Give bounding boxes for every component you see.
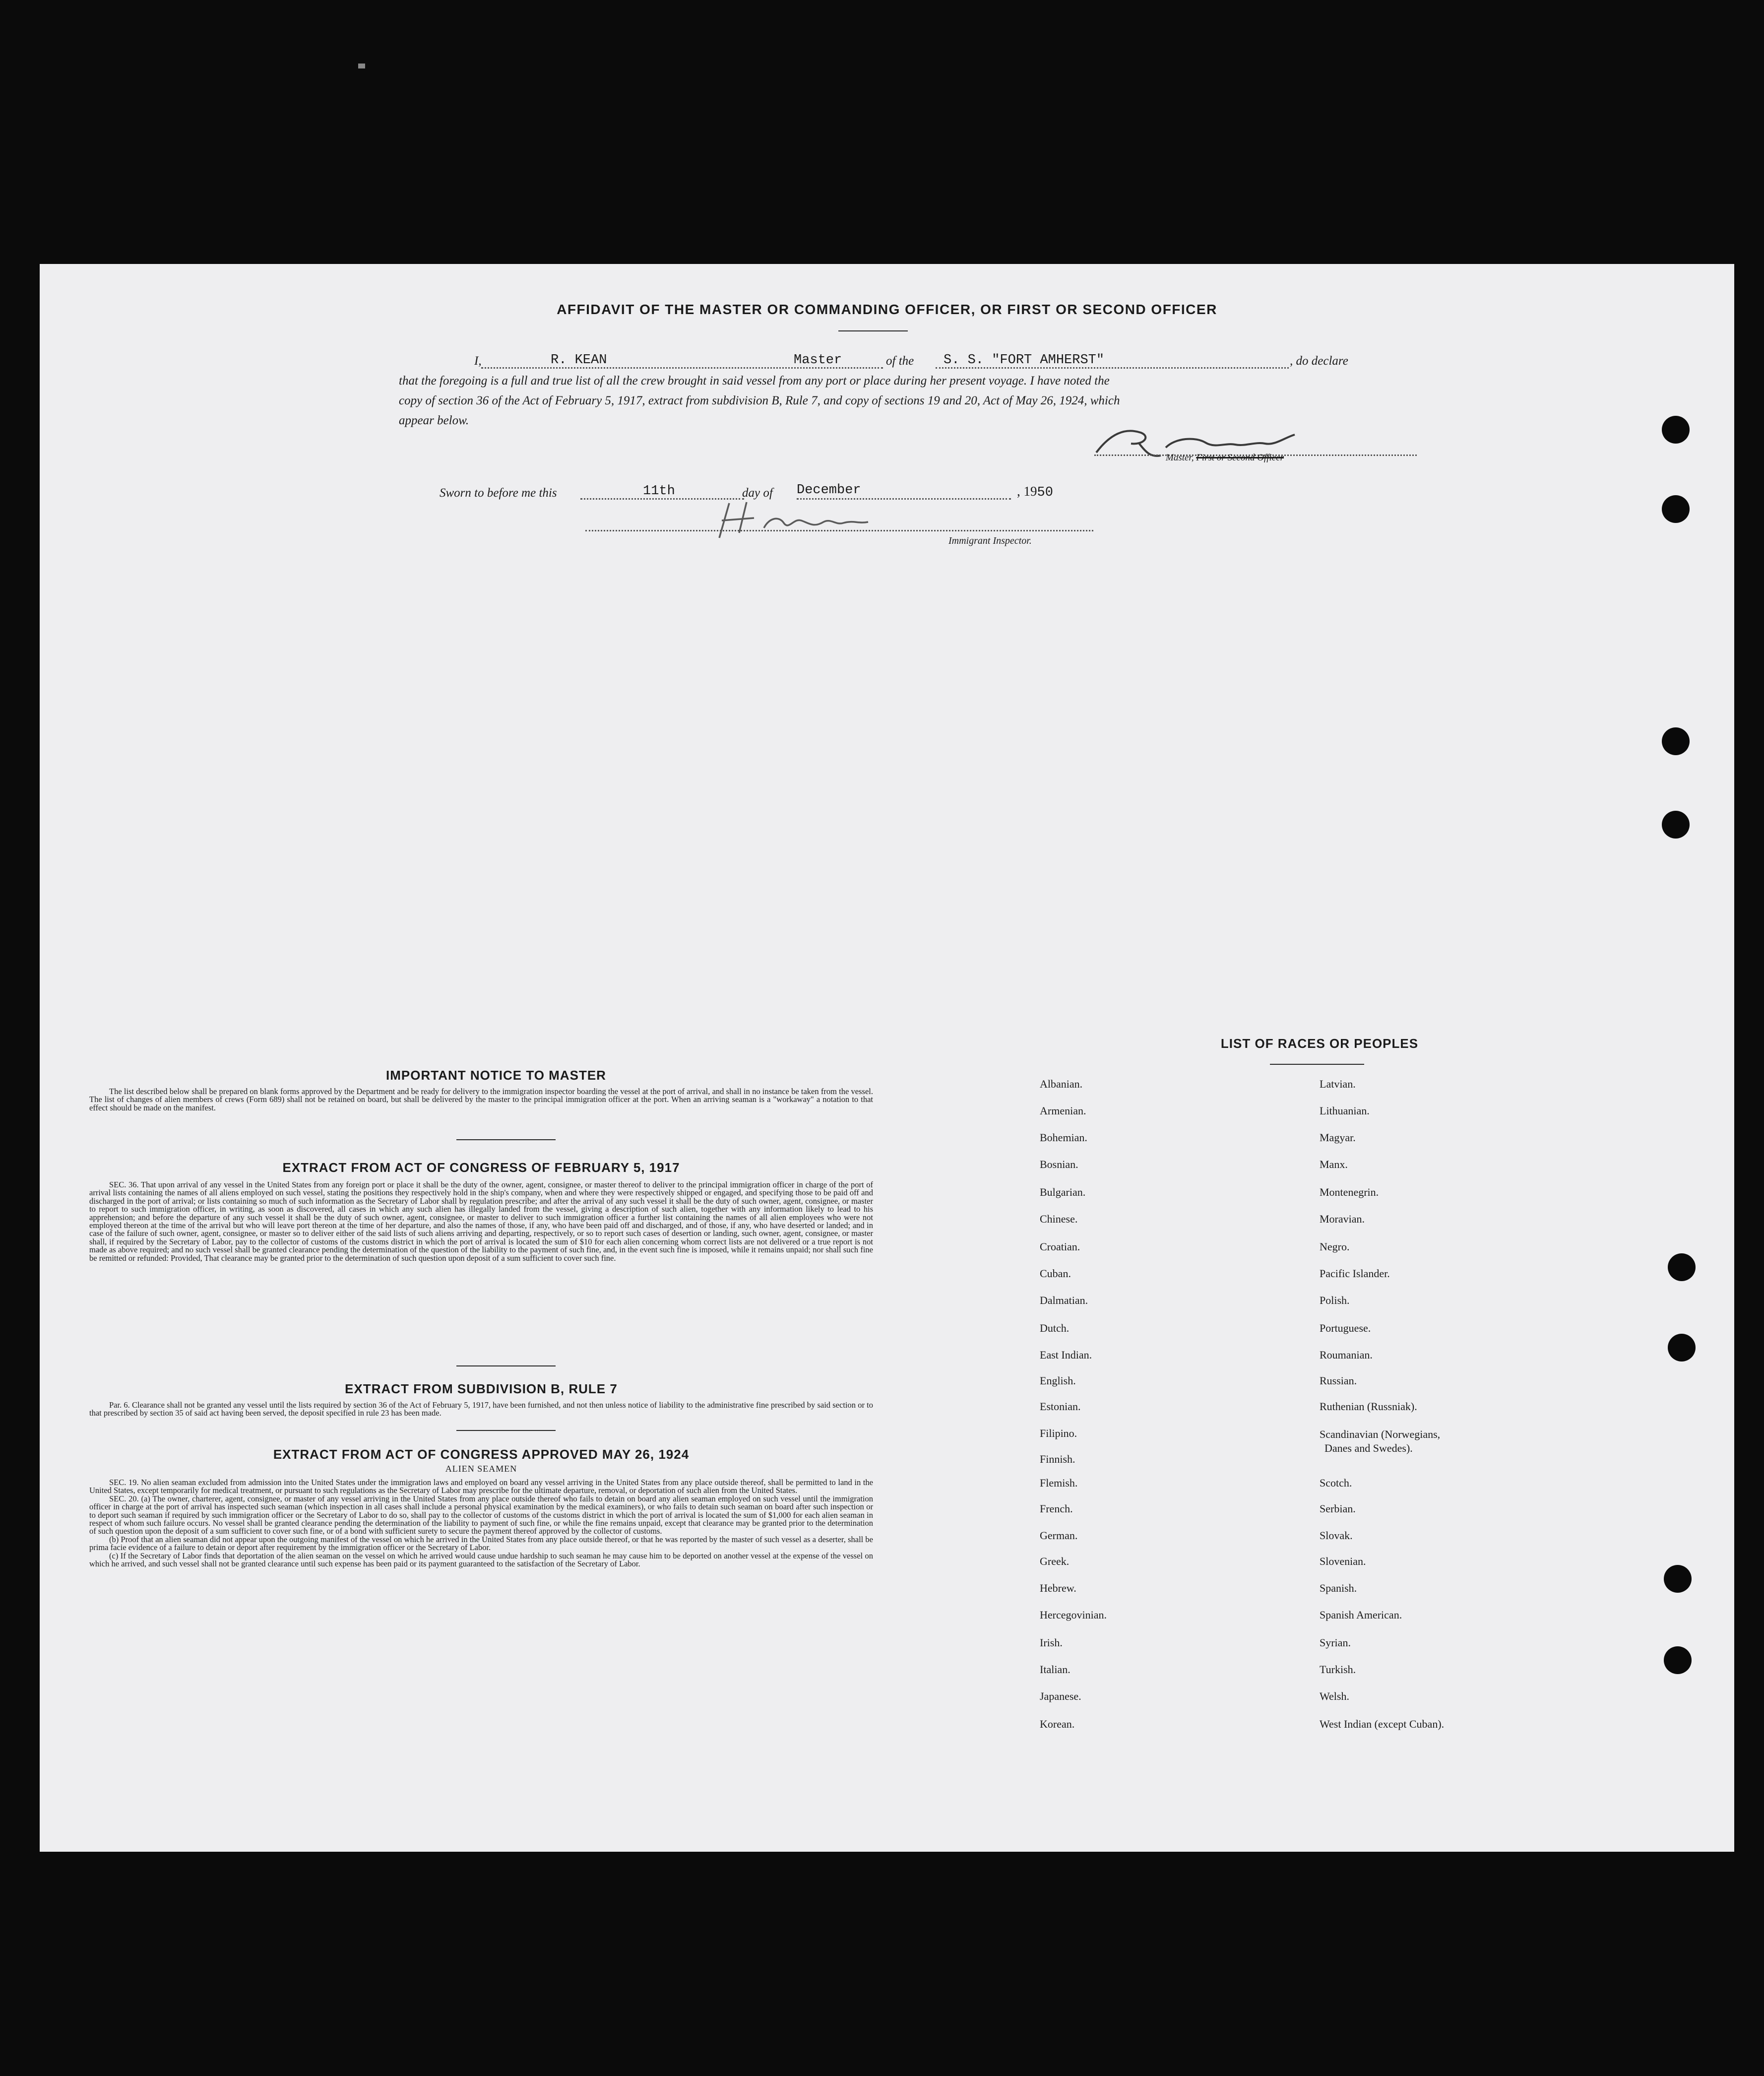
sec-20b: (b) Proof that an alien seaman did not appear upon the outgoing manifest of the vessel on which he arrived in the United States from any place outside thereof, or that he was reported by the master of such vessel as a deserter, shall be prima facie evidence of a failure to detain or deport after requirement by the immigration officer or the Secretary of Labor. bbox=[89, 1534, 873, 1553]
race-item: Bulgarian. bbox=[1040, 1186, 1086, 1198]
rule7-title: EXTRACT FROM SUBDIVISION B, RULE 7 bbox=[345, 1381, 618, 1396]
sworn-day: 11th bbox=[643, 484, 675, 499]
inspector-signature bbox=[704, 498, 873, 543]
sec-19: SEC. 19. No alien seaman excluded from admission into the United States under the immigration laws and employed on board any vessel arriving in the United States from any place outside thereof, shall be permitted to land in the United States, except temporarily for medical treatment, or pursuant to such regulations as the Secretary of Labor may prescribe for the ultimate departure, removal, or deportation of such alien from the United States. bbox=[89, 1478, 873, 1495]
race-item: Finnish. bbox=[1040, 1453, 1075, 1465]
master-name: R. KEAN bbox=[551, 353, 607, 368]
race-item: Latvian. bbox=[1320, 1078, 1356, 1090]
race-item: French. bbox=[1040, 1502, 1073, 1515]
affidavit-line-4: appear below. bbox=[399, 414, 469, 427]
race-item: Korean. bbox=[1040, 1718, 1075, 1730]
of-the-label: of the bbox=[886, 354, 914, 368]
vessel-name: S. S. "FORT AMHERST" bbox=[944, 353, 1105, 368]
race-item: Chinese. bbox=[1040, 1213, 1078, 1225]
sworn-year: , 1950 bbox=[1017, 484, 1053, 500]
races-title: LIST OF RACES OR PEOPLES bbox=[1220, 1036, 1419, 1051]
race-item: Scotch. bbox=[1320, 1477, 1352, 1489]
extract-1917-title: EXTRACT FROM ACT OF CONGRESS OF FEBRUARY 5, 1917 bbox=[282, 1160, 680, 1175]
punch-hole bbox=[1668, 1334, 1696, 1362]
caption-struck-officer: First or Second Officer bbox=[1196, 453, 1284, 463]
extract-1917-divider bbox=[456, 1365, 556, 1366]
race-item: Flemish. bbox=[1040, 1477, 1078, 1489]
do-declare-label: , do declare bbox=[1290, 354, 1348, 368]
name-fill-line bbox=[481, 367, 883, 369]
race-item: Albanian. bbox=[1040, 1078, 1083, 1090]
vessel-fill-line bbox=[936, 367, 1289, 369]
punch-hole bbox=[1664, 1565, 1692, 1593]
extract-1924-title: EXTRACT FROM ACT OF CONGRESS APPROVED MAY 26, 1924 bbox=[273, 1447, 690, 1462]
races-divider bbox=[1270, 1064, 1364, 1065]
inspector-signature-text bbox=[754, 512, 788, 523]
extract-1924-body bbox=[89, 1479, 873, 1568]
race-item: Irish. bbox=[1040, 1636, 1063, 1649]
race-item: Armenian. bbox=[1040, 1104, 1086, 1117]
race-item: Greek. bbox=[1040, 1555, 1070, 1567]
race-item: Manx. bbox=[1320, 1158, 1348, 1170]
race-item: East Indian. bbox=[1040, 1349, 1092, 1361]
signature-caption bbox=[1166, 452, 1284, 464]
inspector-caption: Immigrant Inspector. bbox=[948, 535, 1032, 546]
notice-title: IMPORTANT NOTICE TO MASTER bbox=[386, 1068, 606, 1083]
race-item: West Indian (except Cuban). bbox=[1320, 1718, 1445, 1730]
sworn-prefix: Sworn to before me this bbox=[440, 486, 557, 500]
notice-divider bbox=[456, 1139, 556, 1140]
race-item: Cuban. bbox=[1040, 1267, 1071, 1280]
race-item: Pacific Islander. bbox=[1320, 1267, 1390, 1280]
caption-master: Master, bbox=[1166, 453, 1194, 463]
sworn-month: December bbox=[797, 483, 861, 498]
race-item: Italian. bbox=[1040, 1663, 1071, 1676]
race-item: Filipino. bbox=[1040, 1427, 1077, 1439]
punch-hole bbox=[1662, 495, 1690, 523]
punch-hole bbox=[1662, 727, 1690, 755]
race-item: Japanese. bbox=[1040, 1690, 1081, 1702]
race-item: Portuguese. bbox=[1320, 1322, 1371, 1334]
race-item: Negro. bbox=[1320, 1240, 1350, 1253]
race-item: Slovenian. bbox=[1320, 1555, 1366, 1567]
affidavit-line-3: copy of section 36 of the Act of February 5, 1917, extract from subdivision B, Rule 7, and copy of sections 19 and 20, Act of May 26, 1924, which bbox=[399, 394, 1120, 407]
punch-hole bbox=[1662, 811, 1690, 839]
race-item: Bosnian. bbox=[1040, 1158, 1078, 1170]
race-item: Moravian. bbox=[1320, 1213, 1365, 1225]
race-item: Spanish. bbox=[1320, 1582, 1357, 1594]
race-item: Slovak. bbox=[1320, 1529, 1353, 1542]
day-of-label: day of bbox=[742, 486, 773, 500]
extract-1917-body: SEC. 36. That upon arrival of any vessel in the United States from any foreign port or place it shall be the duty of the owner, agent, consignee, or master thereof to deliver to the principal immigration officer in charge of the port of arrival lists containing the names of all aliens employed on such vessel, stating the positions they respectively hold in the ship's company, when and where they were respectively shipped or engaged, and specifying those to be paid off and discharged in the port of arrival; or lists containing so much of such information as the Secretary of Labor shall by regulation prescribe; and after the arrival of any such vessel it shall be the duty of such owner, agent, consignee, or master to report to such immigration officer, in writing, as soon as discovered, all cases in which any such alien has illegally landed from the vessel, giving a description of such alien, together with any information likely to lead to his apprehension; and before the departure of any such vessel it shall be the duty of such owner, agent, consignee, or master to deliver to such immigration officer a further list containing the names of all alien employees who were not employed thereon at the time of the arrival but who will leave port thereon at the time of her departure, and also the names of those, if any, who have been paid off and discharged, and of those, if any, who have deserted or landed; and in case of the failure of such owner, agent, consignee, or master so to deliver either of the said lists of such aliens arriving and departing, respectively, or so to report such cases of desertion or landing, such owner, agent, consignee, or master shall, if required by the Secretary of Labor, pay to the collector of customs of the customs district in which the port of arrival is located the sum of $10 for each alien concerning whom correct lists are not delivered or a true report is not made as above required; and no such vessel shall be granted clearance pending the determination of the question of the liability to the payment of such fine, and, in the event such fine is imposed, while it remains unpaid; nor shall such fine be remitted or refunded: Provided, That clearance may be granted prior to the determination of such question upon deposit of a sum sufficient to cover such fine. bbox=[89, 1180, 873, 1263]
race-item: German. bbox=[1040, 1529, 1078, 1542]
race-item: Spanish American. bbox=[1320, 1609, 1402, 1621]
race-item: Roumanian. bbox=[1320, 1349, 1373, 1361]
master-signature-text bbox=[1131, 431, 1161, 442]
rule7-body: Par. 6. Clearance shall not be granted any vessel until the lists required by section 36 of the Act of February 5, 1917, have been furnished, and not then unless notice of liability to the administrative fine prescribed by said section or to that prescribed by section 35 of said act having been served, the deposit specified in rule 23 has been made. bbox=[89, 1400, 873, 1418]
alien-seamen-subtitle: ALIEN SEAMEN bbox=[445, 1464, 517, 1474]
race-item: Lithuanian. bbox=[1320, 1104, 1370, 1117]
race-item: Bohemian. bbox=[1040, 1131, 1087, 1144]
race-item: Ruthenian (Russniak). bbox=[1320, 1400, 1417, 1413]
sec-20c: (c) If the Secretary of Labor finds that deportation of the alien seaman on the vessel on which he arrived would cause undue hardship to such seaman he may cause him to be deported on another vessel at the expense of the vessel on which he arrived, and such vessel shall not be granted clearance until such expense has been paid or its payment guaranteed to the satisfaction of the Secretary of Labor. bbox=[89, 1551, 873, 1569]
punch-hole bbox=[1662, 416, 1690, 444]
affidavit-line-2: that the foregoing is a full and true list of all the crew brought in said vessel from any port or place during her present voyage. I have noted the bbox=[399, 374, 1110, 388]
punch-hole bbox=[1668, 1253, 1696, 1281]
race-item: Polish. bbox=[1320, 1294, 1350, 1306]
race-item: Montenegrin. bbox=[1320, 1186, 1379, 1198]
race-item: Scandinavian (Norwegians, bbox=[1320, 1428, 1441, 1440]
document-sheet bbox=[40, 264, 1734, 1852]
title-divider bbox=[838, 330, 908, 331]
race-item: Danes and Swedes). bbox=[1324, 1442, 1413, 1454]
punch-hole bbox=[1664, 1646, 1692, 1674]
race-item: Dutch. bbox=[1040, 1322, 1070, 1334]
race-item: Welsh. bbox=[1320, 1690, 1349, 1702]
affidavit-title: AFFIDAVIT OF THE MASTER OR COMMANDING OFFICER, OR FIRST OR SECOND OFFICER bbox=[557, 302, 1217, 317]
race-item: Hebrew. bbox=[1040, 1582, 1076, 1594]
race-item: Hercegovinian. bbox=[1040, 1609, 1107, 1621]
rule7-divider bbox=[456, 1430, 556, 1431]
notice-body: The list described below shall be prepared on blank forms approved by the Department and be ready for delivery to the immigration inspector boarding the vessel at the port of arrival, and shall in no instance be taken from the vessel. The list of changes of alien members of crews (Form 689) shall not be retained on board, but shall be delivered by the master to the principal immigration officer at the port. When an arriving seaman is a "workaway" a notation to that effect should be made on the manifest. bbox=[89, 1087, 873, 1112]
lead-word: I, bbox=[474, 354, 482, 368]
rank: Master bbox=[794, 353, 842, 368]
sec-20a: SEC. 20. (a) The owner, charterer, agent, consignee, or master of any vessel arriving in the United States from any place outside thereof who fails to detain on board any alien seaman employed on such vessel until the immigration officer in charge at the port of arrival has inspected such seaman (which inspection in all cases shall include a personal physical examination by the medical examiners), or who fails to detain such seaman on board after such inspection or to deport such seaman if required by such immigration officer or the Secretary of Labor to do so, shall pay to the collector of customs of the customs district in which the port of arrival is located the sum of $1,000 for each alien seaman in respect of whom such failure occurs. No vessel shall be granted clearance pending the determination of the liability to payment of such fine, or while the fine remains unpaid, except that clearance may be granted prior to the determination of such question upon the deposit of a sum sufficient to cover such fine, or of a bond with sufficient surety to secure the payment thereof approved by the collector of customs. bbox=[89, 1493, 873, 1536]
race-item: Dalmatian. bbox=[1040, 1294, 1088, 1306]
race-item: Russian. bbox=[1320, 1374, 1357, 1387]
scan-dust bbox=[358, 64, 365, 68]
race-item: English. bbox=[1040, 1374, 1076, 1387]
race-item: Croatian. bbox=[1040, 1240, 1080, 1253]
race-item: Turkish. bbox=[1320, 1663, 1356, 1676]
inspector-line bbox=[585, 530, 1093, 531]
race-item: Syrian. bbox=[1320, 1636, 1351, 1649]
race-item: Estonian. bbox=[1040, 1400, 1081, 1413]
race-item: Magyar. bbox=[1320, 1131, 1356, 1144]
race-item: Serbian. bbox=[1320, 1502, 1356, 1515]
